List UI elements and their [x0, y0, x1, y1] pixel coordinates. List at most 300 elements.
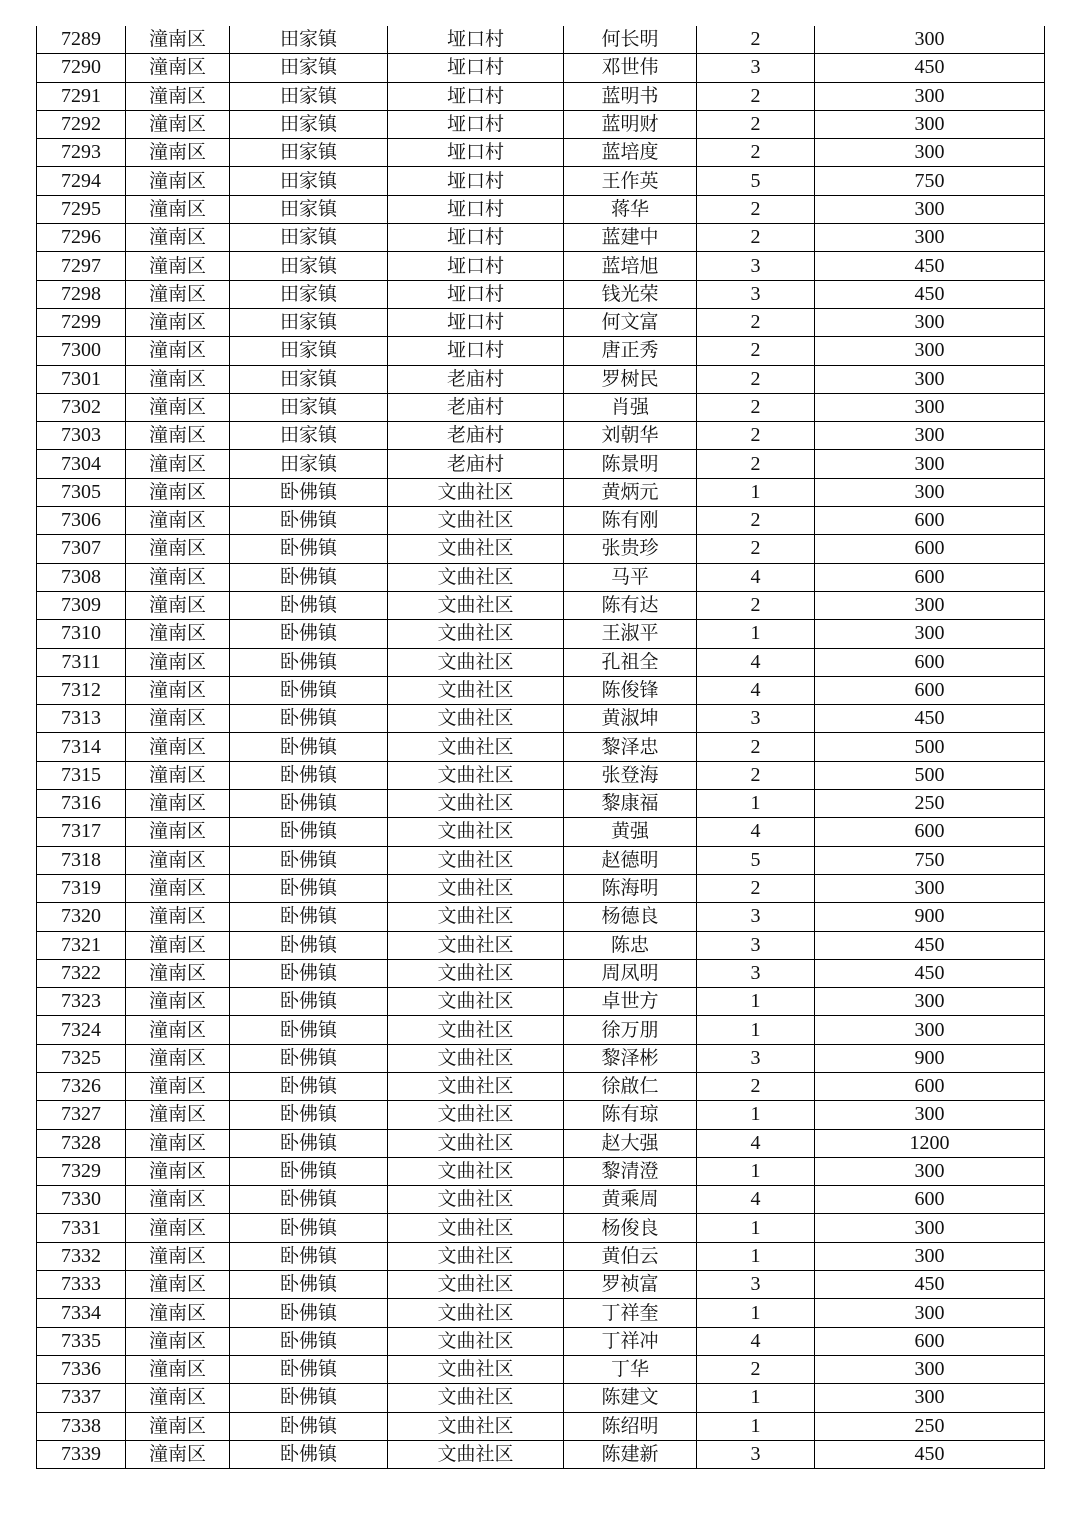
cell-village: 文曲社区	[388, 846, 564, 874]
cell-town: 卧佛镇	[230, 648, 388, 676]
cell-amount: 300	[815, 620, 1045, 648]
cell-amount: 600	[815, 676, 1045, 704]
cell-name: 周凤明	[564, 959, 697, 987]
cell-town: 卧佛镇	[230, 988, 388, 1016]
cell-name: 赵德明	[564, 846, 697, 874]
cell-village: 文曲社区	[388, 1072, 564, 1100]
cell-district: 潼南区	[126, 903, 230, 931]
cell-town: 田家镇	[230, 139, 388, 167]
cell-amount: 300	[815, 337, 1045, 365]
cell-village: 垭口村	[388, 308, 564, 336]
cell-row-number: 7296	[37, 224, 126, 252]
cell-village: 文曲社区	[388, 676, 564, 704]
cell-amount: 300	[815, 874, 1045, 902]
cell-town: 卧佛镇	[230, 563, 388, 591]
cell-village: 文曲社区	[388, 818, 564, 846]
cell-amount: 450	[815, 252, 1045, 280]
cell-name: 罗树民	[564, 365, 697, 393]
cell-name: 黎康福	[564, 790, 697, 818]
cell-district: 潼南区	[126, 422, 230, 450]
cell-town: 田家镇	[230, 337, 388, 365]
cell-village: 垭口村	[388, 337, 564, 365]
cell-village: 文曲社区	[388, 988, 564, 1016]
table-row	[37, 959, 1045, 987]
cell-district: 潼南区	[126, 1101, 230, 1129]
cell-amount: 300	[815, 1016, 1045, 1044]
cell-amount: 250	[815, 1412, 1045, 1440]
cell-district: 潼南区	[126, 308, 230, 336]
cell-village: 文曲社区	[388, 1299, 564, 1327]
cell-name: 何长明	[564, 26, 697, 54]
cell-amount: 250	[815, 790, 1045, 818]
cell-town: 田家镇	[230, 308, 388, 336]
cell-name: 蓝建中	[564, 224, 697, 252]
table-row	[37, 1129, 1045, 1157]
table-row	[37, 26, 1045, 54]
cell-amount: 600	[815, 1186, 1045, 1214]
cell-name: 陈有刚	[564, 507, 697, 535]
cell-row-number: 7306	[37, 507, 126, 535]
cell-name: 刘朝华	[564, 422, 697, 450]
cell-amount: 300	[815, 365, 1045, 393]
cell-amount: 300	[815, 1384, 1045, 1412]
cell-amount: 300	[815, 224, 1045, 252]
cell-town: 卧佛镇	[230, 535, 388, 563]
cell-name: 黄炳元	[564, 478, 697, 506]
cell-household-size: 1	[697, 1242, 815, 1270]
cell-village: 文曲社区	[388, 790, 564, 818]
cell-town: 卧佛镇	[230, 1271, 388, 1299]
table-row	[37, 1412, 1045, 1440]
cell-household-size: 1	[697, 1157, 815, 1185]
cell-household-size: 4	[697, 563, 815, 591]
cell-household-size: 1	[697, 478, 815, 506]
cell-row-number: 7295	[37, 195, 126, 223]
cell-town: 卧佛镇	[230, 1157, 388, 1185]
table-row	[37, 195, 1045, 223]
cell-amount: 450	[815, 280, 1045, 308]
cell-name: 蓝培度	[564, 139, 697, 167]
cell-district: 潼南区	[126, 393, 230, 421]
cell-village: 垭口村	[388, 195, 564, 223]
cell-village: 文曲社区	[388, 648, 564, 676]
cell-row-number: 7324	[37, 1016, 126, 1044]
cell-town: 田家镇	[230, 450, 388, 478]
cell-household-size: 3	[697, 959, 815, 987]
cell-town: 卧佛镇	[230, 1129, 388, 1157]
table-row	[37, 1157, 1045, 1185]
cell-town: 田家镇	[230, 167, 388, 195]
cell-district: 潼南区	[126, 195, 230, 223]
cell-household-size: 3	[697, 54, 815, 82]
cell-town: 卧佛镇	[230, 1440, 388, 1468]
table-row	[37, 224, 1045, 252]
cell-household-size: 2	[697, 450, 815, 478]
cell-village: 老庙村	[388, 393, 564, 421]
table-row	[37, 1214, 1045, 1242]
cell-household-size: 3	[697, 931, 815, 959]
cell-district: 潼南区	[126, 959, 230, 987]
cell-row-number: 7323	[37, 988, 126, 1016]
cell-village: 文曲社区	[388, 733, 564, 761]
cell-district: 潼南区	[126, 1299, 230, 1327]
cell-row-number: 7330	[37, 1186, 126, 1214]
cell-amount: 600	[815, 535, 1045, 563]
cell-town: 田家镇	[230, 280, 388, 308]
cell-district: 潼南区	[126, 931, 230, 959]
cell-household-size: 3	[697, 252, 815, 280]
cell-district: 潼南区	[126, 450, 230, 478]
cell-village: 文曲社区	[388, 1101, 564, 1129]
table-row	[37, 365, 1045, 393]
cell-row-number: 7321	[37, 931, 126, 959]
cell-name: 杨俊良	[564, 1214, 697, 1242]
cell-household-size: 2	[697, 1072, 815, 1100]
cell-amount: 300	[815, 1101, 1045, 1129]
cell-village: 老庙村	[388, 422, 564, 450]
cell-name: 黎泽忠	[564, 733, 697, 761]
cell-amount: 600	[815, 507, 1045, 535]
cell-row-number: 7327	[37, 1101, 126, 1129]
cell-district: 潼南区	[126, 224, 230, 252]
cell-household-size: 1	[697, 620, 815, 648]
cell-row-number: 7311	[37, 648, 126, 676]
cell-amount: 300	[815, 1157, 1045, 1185]
cell-village: 文曲社区	[388, 620, 564, 648]
cell-household-size: 4	[697, 676, 815, 704]
table-row	[37, 337, 1045, 365]
cell-district: 潼南区	[126, 26, 230, 54]
cell-town: 卧佛镇	[230, 790, 388, 818]
cell-row-number: 7299	[37, 308, 126, 336]
cell-village: 垭口村	[388, 110, 564, 138]
cell-village: 文曲社区	[388, 1355, 564, 1383]
cell-town: 卧佛镇	[230, 1072, 388, 1100]
cell-amount: 300	[815, 393, 1045, 421]
cell-district: 潼南区	[126, 733, 230, 761]
table-row	[37, 903, 1045, 931]
cell-amount: 450	[815, 1440, 1045, 1468]
cell-village: 文曲社区	[388, 1214, 564, 1242]
cell-district: 潼南区	[126, 252, 230, 280]
cell-name: 卓世方	[564, 988, 697, 1016]
cell-name: 丁华	[564, 1355, 697, 1383]
table-row	[37, 761, 1045, 789]
cell-district: 潼南区	[126, 846, 230, 874]
cell-household-size: 2	[697, 761, 815, 789]
cell-row-number: 7315	[37, 761, 126, 789]
table-row	[37, 1355, 1045, 1383]
cell-name: 王作英	[564, 167, 697, 195]
cell-amount: 300	[815, 308, 1045, 336]
table-row	[37, 988, 1045, 1016]
cell-row-number: 7310	[37, 620, 126, 648]
cell-amount: 300	[815, 195, 1045, 223]
cell-name: 蒋华	[564, 195, 697, 223]
cell-row-number: 7308	[37, 563, 126, 591]
cell-row-number: 7313	[37, 705, 126, 733]
cell-district: 潼南区	[126, 1440, 230, 1468]
cell-district: 潼南区	[126, 1242, 230, 1270]
table-row	[37, 1072, 1045, 1100]
cell-village: 老庙村	[388, 450, 564, 478]
table-row	[37, 1186, 1045, 1214]
cell-village: 垭口村	[388, 224, 564, 252]
roster-body	[37, 26, 1045, 1469]
cell-town: 卧佛镇	[230, 1016, 388, 1044]
cell-amount: 600	[815, 648, 1045, 676]
cell-row-number: 7320	[37, 903, 126, 931]
cell-village: 文曲社区	[388, 1412, 564, 1440]
cell-household-size: 2	[697, 337, 815, 365]
cell-amount: 600	[815, 1327, 1045, 1355]
cell-name: 陈建新	[564, 1440, 697, 1468]
cell-name: 陈有琼	[564, 1101, 697, 1129]
cell-district: 潼南区	[126, 535, 230, 563]
cell-amount: 300	[815, 139, 1045, 167]
cell-town: 卧佛镇	[230, 761, 388, 789]
cell-district: 潼南区	[126, 1214, 230, 1242]
cell-name: 邓世伟	[564, 54, 697, 82]
cell-village: 文曲社区	[388, 1384, 564, 1412]
cell-amount: 300	[815, 422, 1045, 450]
cell-amount: 600	[815, 563, 1045, 591]
cell-household-size: 2	[697, 110, 815, 138]
cell-name: 蓝明财	[564, 110, 697, 138]
cell-town: 卧佛镇	[230, 874, 388, 902]
cell-amount: 450	[815, 959, 1045, 987]
cell-name: 杨德良	[564, 903, 697, 931]
cell-row-number: 7338	[37, 1412, 126, 1440]
cell-village: 文曲社区	[388, 1440, 564, 1468]
cell-district: 潼南区	[126, 620, 230, 648]
cell-district: 潼南区	[126, 1016, 230, 1044]
cell-name: 钱光荣	[564, 280, 697, 308]
cell-row-number: 7289	[37, 26, 126, 54]
cell-amount: 1200	[815, 1129, 1045, 1157]
roster-table	[36, 26, 1045, 1469]
cell-amount: 450	[815, 54, 1045, 82]
cell-amount: 600	[815, 1072, 1045, 1100]
table-row	[37, 790, 1045, 818]
cell-district: 潼南区	[126, 790, 230, 818]
cell-name: 徐啟仁	[564, 1072, 697, 1100]
cell-name: 黄乘周	[564, 1186, 697, 1214]
cell-amount: 300	[815, 82, 1045, 110]
cell-household-size: 2	[697, 507, 815, 535]
table-row	[37, 818, 1045, 846]
cell-row-number: 7319	[37, 874, 126, 902]
cell-row-number: 7325	[37, 1044, 126, 1072]
table-row	[37, 82, 1045, 110]
table-row	[37, 167, 1045, 195]
table-row	[37, 1327, 1045, 1355]
cell-household-size: 4	[697, 1327, 815, 1355]
cell-row-number: 7290	[37, 54, 126, 82]
cell-row-number: 7312	[37, 676, 126, 704]
cell-row-number: 7328	[37, 1129, 126, 1157]
cell-village: 文曲社区	[388, 478, 564, 506]
cell-name: 黄淑坤	[564, 705, 697, 733]
cell-district: 潼南区	[126, 676, 230, 704]
cell-name: 张登海	[564, 761, 697, 789]
cell-village: 文曲社区	[388, 1271, 564, 1299]
cell-town: 卧佛镇	[230, 705, 388, 733]
cell-row-number: 7304	[37, 450, 126, 478]
cell-household-size: 2	[697, 26, 815, 54]
cell-household-size: 2	[697, 139, 815, 167]
table-row	[37, 252, 1045, 280]
cell-district: 潼南区	[126, 1412, 230, 1440]
cell-household-size: 3	[697, 280, 815, 308]
cell-name: 黄强	[564, 818, 697, 846]
cell-district: 潼南区	[126, 167, 230, 195]
cell-row-number: 7335	[37, 1327, 126, 1355]
cell-name: 唐正秀	[564, 337, 697, 365]
table-row	[37, 1044, 1045, 1072]
cell-town: 田家镇	[230, 110, 388, 138]
cell-row-number: 7293	[37, 139, 126, 167]
cell-town: 田家镇	[230, 82, 388, 110]
cell-district: 潼南区	[126, 54, 230, 82]
cell-name: 陈忠	[564, 931, 697, 959]
cell-village: 垭口村	[388, 280, 564, 308]
cell-district: 潼南区	[126, 705, 230, 733]
cell-row-number: 7292	[37, 110, 126, 138]
cell-village: 垭口村	[388, 167, 564, 195]
cell-village: 文曲社区	[388, 563, 564, 591]
cell-town: 田家镇	[230, 252, 388, 280]
cell-household-size: 1	[697, 1412, 815, 1440]
cell-name: 马平	[564, 563, 697, 591]
cell-name: 蓝培旭	[564, 252, 697, 280]
table-row	[37, 54, 1045, 82]
cell-town: 卧佛镇	[230, 676, 388, 704]
cell-household-size: 2	[697, 82, 815, 110]
cell-household-size: 2	[697, 535, 815, 563]
cell-household-size: 2	[697, 308, 815, 336]
cell-town: 卧佛镇	[230, 959, 388, 987]
cell-town: 田家镇	[230, 26, 388, 54]
cell-row-number: 7301	[37, 365, 126, 393]
cell-town: 田家镇	[230, 195, 388, 223]
cell-village: 垭口村	[388, 26, 564, 54]
cell-name: 陈建文	[564, 1384, 697, 1412]
cell-row-number: 7339	[37, 1440, 126, 1468]
cell-village: 文曲社区	[388, 959, 564, 987]
cell-district: 潼南区	[126, 478, 230, 506]
cell-town: 卧佛镇	[230, 818, 388, 846]
cell-row-number: 7333	[37, 1271, 126, 1299]
cell-name: 罗祯富	[564, 1271, 697, 1299]
cell-village: 文曲社区	[388, 931, 564, 959]
table-row	[37, 1242, 1045, 1270]
cell-amount: 300	[815, 450, 1045, 478]
cell-district: 潼南区	[126, 563, 230, 591]
cell-amount: 450	[815, 705, 1045, 733]
cell-household-size: 1	[697, 988, 815, 1016]
table-row	[37, 1440, 1045, 1468]
cell-town: 卧佛镇	[230, 846, 388, 874]
cell-amount: 300	[815, 1355, 1045, 1383]
cell-household-size: 1	[697, 1101, 815, 1129]
cell-name: 陈绍明	[564, 1412, 697, 1440]
cell-row-number: 7332	[37, 1242, 126, 1270]
cell-district: 潼南区	[126, 82, 230, 110]
cell-village: 老庙村	[388, 365, 564, 393]
cell-district: 潼南区	[126, 507, 230, 535]
table-row	[37, 648, 1045, 676]
table-row	[37, 563, 1045, 591]
table-row	[37, 1101, 1045, 1129]
cell-district: 潼南区	[126, 761, 230, 789]
cell-town: 卧佛镇	[230, 903, 388, 931]
cell-row-number: 7314	[37, 733, 126, 761]
cell-household-size: 4	[697, 818, 815, 846]
table-row	[37, 733, 1045, 761]
table-row	[37, 1384, 1045, 1412]
cell-row-number: 7337	[37, 1384, 126, 1412]
cell-amount: 300	[815, 591, 1045, 619]
cell-amount: 900	[815, 903, 1045, 931]
cell-row-number: 7326	[37, 1072, 126, 1100]
cell-village: 垭口村	[388, 54, 564, 82]
cell-amount: 750	[815, 846, 1045, 874]
cell-name: 黎泽彬	[564, 1044, 697, 1072]
cell-district: 潼南区	[126, 365, 230, 393]
cell-name: 陈海明	[564, 874, 697, 902]
cell-amount: 300	[815, 1214, 1045, 1242]
cell-district: 潼南区	[126, 110, 230, 138]
cell-district: 潼南区	[126, 818, 230, 846]
cell-town: 卧佛镇	[230, 1327, 388, 1355]
cell-name: 赵大强	[564, 1129, 697, 1157]
cell-village: 文曲社区	[388, 1242, 564, 1270]
cell-village: 文曲社区	[388, 507, 564, 535]
cell-name: 张贵珍	[564, 535, 697, 563]
cell-name: 何文富	[564, 308, 697, 336]
cell-town: 卧佛镇	[230, 1412, 388, 1440]
cell-district: 潼南区	[126, 648, 230, 676]
cell-amount: 300	[815, 26, 1045, 54]
cell-district: 潼南区	[126, 988, 230, 1016]
cell-household-size: 1	[697, 1384, 815, 1412]
cell-district: 潼南区	[126, 591, 230, 619]
cell-household-size: 4	[697, 648, 815, 676]
cell-row-number: 7336	[37, 1355, 126, 1383]
table-row	[37, 393, 1045, 421]
cell-household-size: 2	[697, 874, 815, 902]
cell-town: 田家镇	[230, 224, 388, 252]
cell-amount: 300	[815, 1299, 1045, 1327]
cell-row-number: 7297	[37, 252, 126, 280]
cell-household-size: 3	[697, 1440, 815, 1468]
table-row	[37, 1271, 1045, 1299]
cell-amount: 300	[815, 110, 1045, 138]
cell-household-size: 2	[697, 422, 815, 450]
cell-amount: 450	[815, 931, 1045, 959]
cell-town: 田家镇	[230, 54, 388, 82]
cell-household-size: 3	[697, 1044, 815, 1072]
table-row	[37, 931, 1045, 959]
cell-name: 黄伯云	[564, 1242, 697, 1270]
cell-name: 孔祖全	[564, 648, 697, 676]
table-row	[37, 422, 1045, 450]
cell-village: 文曲社区	[388, 761, 564, 789]
cell-district: 潼南区	[126, 280, 230, 308]
cell-household-size: 3	[697, 705, 815, 733]
table-row	[37, 874, 1045, 902]
